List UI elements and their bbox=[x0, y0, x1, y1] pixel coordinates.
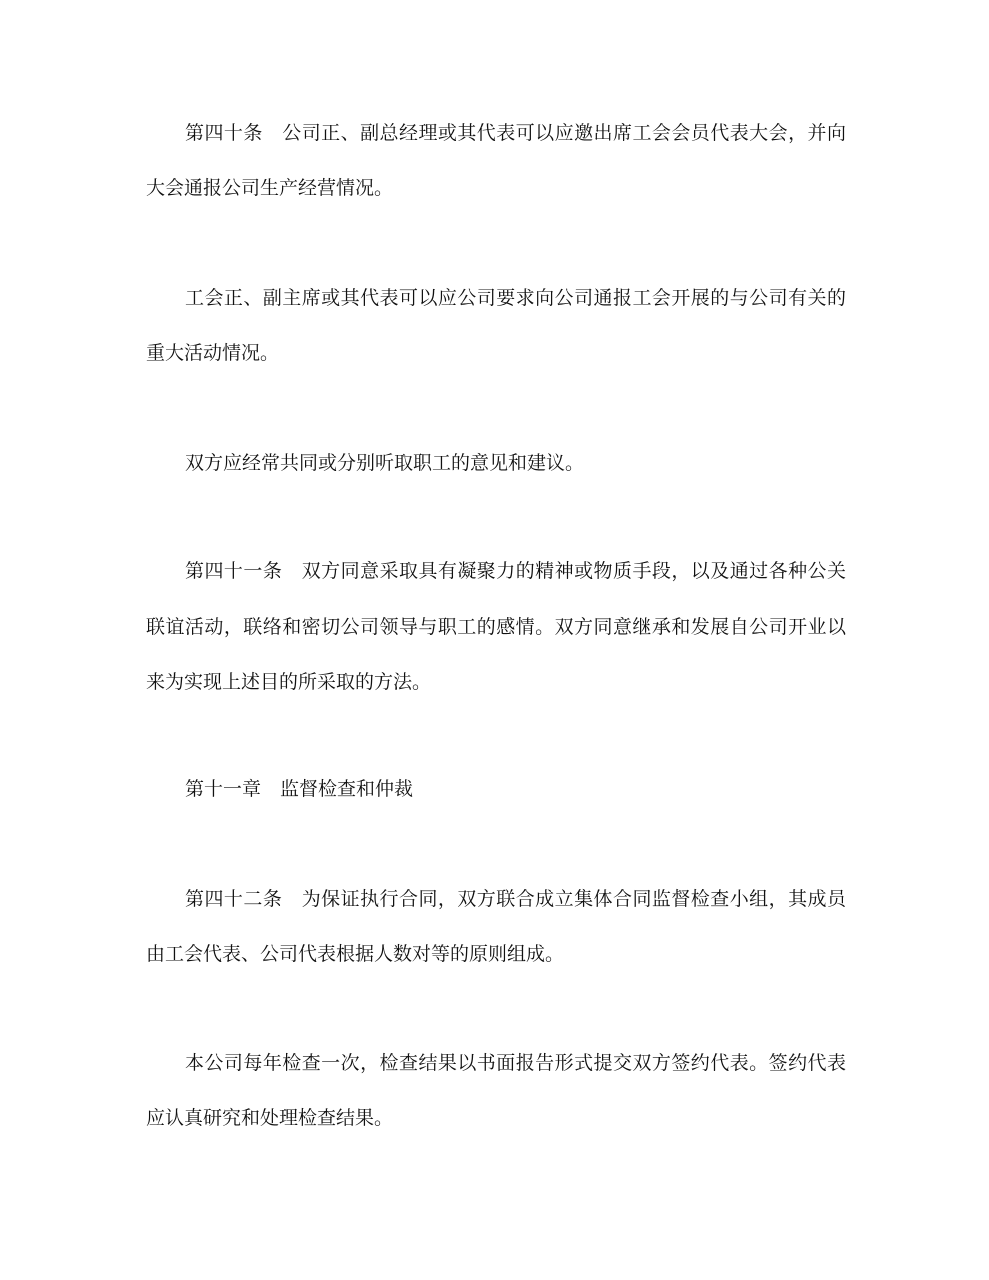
annual-check-line-2: 应认真研究和处理检查结果。 bbox=[146, 1107, 394, 1129]
article-41-line-1: 第四十一条 双方同意采取具有凝聚力的精神或物质手段，以及通过各种公关 bbox=[185, 560, 846, 582]
union-report-line-2: 重大活动情况。 bbox=[146, 342, 280, 364]
article-40-line-1: 第四十条 公司正、副总经理或其代表可以应邀出席工会会员代表大会，并向 bbox=[185, 122, 846, 144]
article-40-line-2: 大会通报公司生产经营情况。 bbox=[146, 177, 394, 199]
annual-check-line-1: 本公司每年检查一次，检查结果以书面报告形式提交双方签约代表。签约代表 bbox=[185, 1052, 846, 1074]
listen-opinions-line: 双方应经常共同或分别听取职工的意见和建议。 bbox=[185, 452, 585, 474]
article-41-line-3: 来为实现上述目的所采取的方法。 bbox=[146, 671, 432, 693]
article-42-line-2: 由工会代表、公司代表根据人数对等的原则组成。 bbox=[146, 943, 565, 965]
article-42-line-1: 第四十二条 为保证执行合同，双方联合成立集体合同监督检查小组，其成员 bbox=[185, 888, 846, 910]
article-41-line-2: 联谊活动，联络和密切公司领导与职工的感情。双方同意继承和发展自公司开业以 bbox=[146, 616, 846, 638]
chapter-11-heading: 第十一章 监督检查和仲裁 bbox=[185, 778, 414, 800]
union-report-line-1: 工会正、副主席或其代表可以应公司要求向公司通报工会开展的与公司有关的 bbox=[185, 287, 846, 309]
